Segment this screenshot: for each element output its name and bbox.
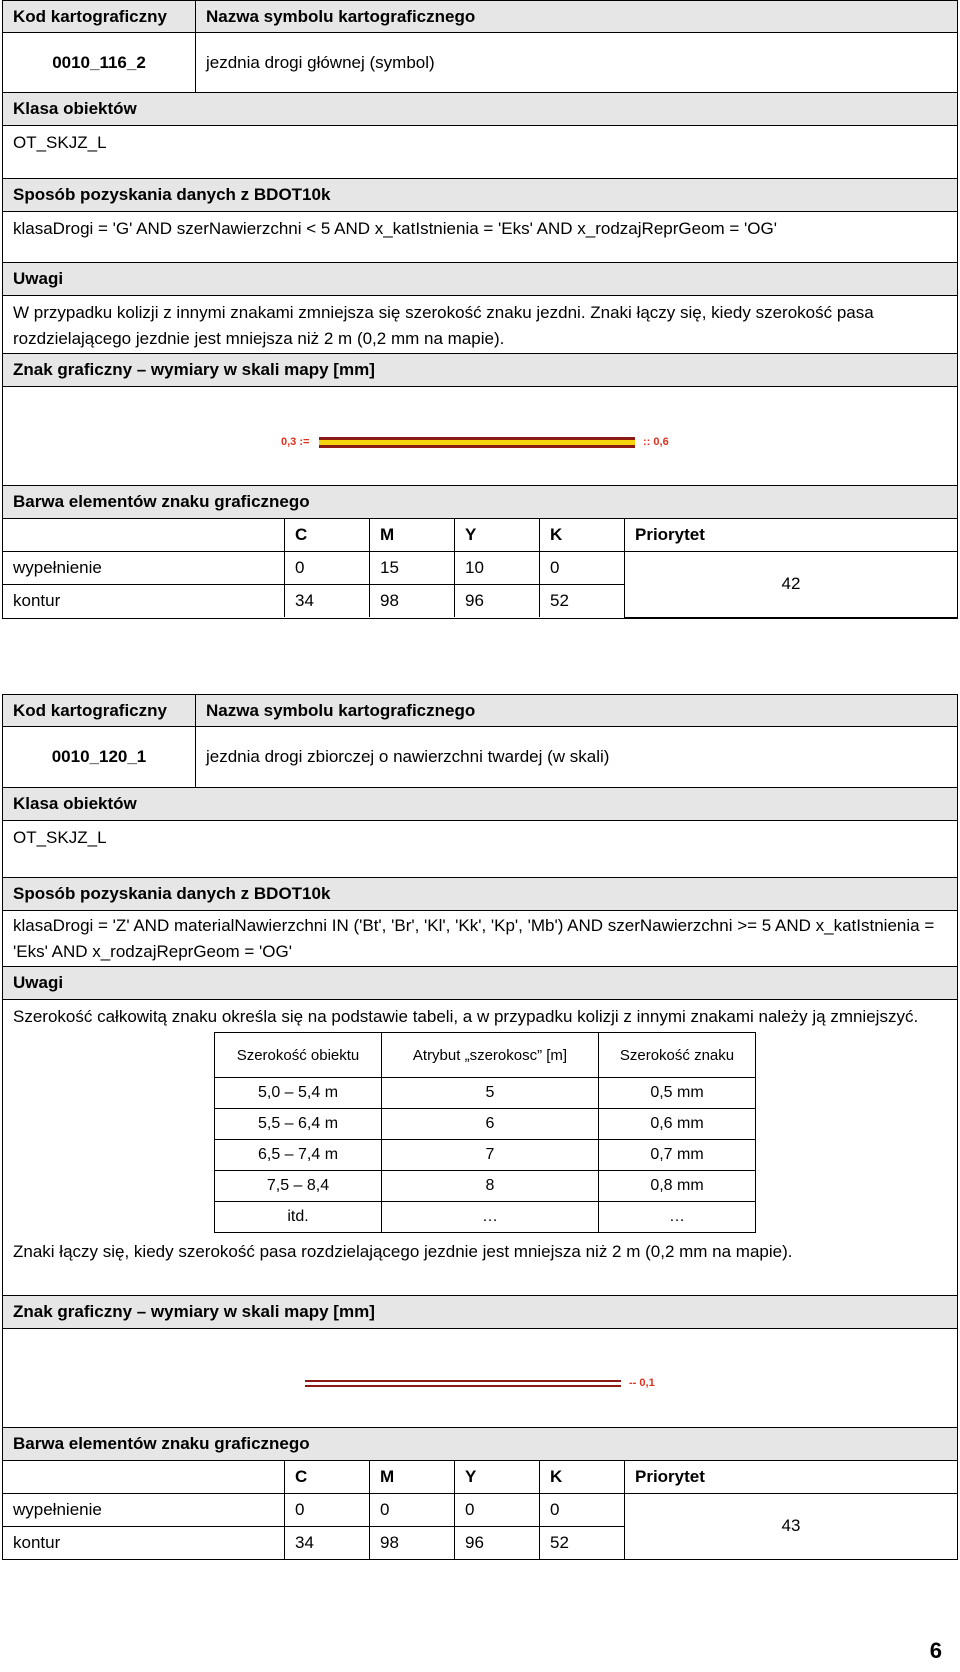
contour-m: 98 [370,1527,455,1560]
width-cell: 0,8 mm [599,1171,756,1202]
fill-k: 0 [540,552,625,585]
contour-k: 52 [540,1527,625,1560]
priorytet-header: Priorytet [625,1461,958,1494]
header-row [3,694,957,727]
m-header: M [370,1461,455,1494]
color-table [3,519,957,619]
width-cell: … [599,1202,756,1233]
color-table [3,1461,957,1560]
nazwa-label: Nazwa symbolu kartograficznego [206,6,476,26]
klasa-label: Klasa obiektów [3,788,957,821]
width-header-0: Szerokość obiektu [215,1033,382,1078]
kontur-label: kontur [3,1527,285,1560]
width-cell: 0,7 mm [599,1140,756,1171]
width-cell: 0,5 mm [599,1078,756,1109]
klasa-label: Klasa obiektów [3,93,957,126]
fill-k: 0 [540,1494,625,1527]
fill-y: 0 [455,1494,540,1527]
sposob-value: klasaDrogi = 'G' AND szerNawierzchni < 5 AND x_katIstnienia = 'Eks' AND x_rodzajReprGeom = 'OG' [3,212,957,263]
fill-m: 15 [370,552,455,585]
wypelnienie-label: wypełnienie [3,552,285,585]
width-header-1: Atrybut „szerokosc” [m] [382,1033,599,1078]
width-cell: 0,6 mm [599,1109,756,1140]
dimension-left: 0,3 := [281,436,310,448]
wypelnienie-label: wypełnienie [3,1494,285,1527]
klasa-value: OT_SKJZ_L [3,821,957,878]
priorytet-header: Priorytet [625,519,958,552]
fill-y: 10 [455,552,540,585]
table-row [215,1109,756,1140]
symbol-preview [3,387,957,486]
width-cell: 6,5 – 7,4 m [215,1140,382,1171]
y-header: Y [455,1461,540,1494]
contour-y: 96 [455,1527,540,1560]
width-cell: 5,5 – 6,4 m [215,1109,382,1140]
k-header: K [540,519,625,552]
width-table [214,1032,756,1233]
width-header-2: Szerokość znaku [599,1033,756,1078]
kod-label: Kod kartograficzny [3,1,196,32]
contour-k: 52 [540,585,625,618]
c-header: C [285,1461,370,1494]
fill-m: 0 [370,1494,455,1527]
width-cell: … [382,1202,599,1233]
table-row [215,1171,756,1202]
uwagi-label: Uwagi [3,263,957,296]
table-row [215,1140,756,1171]
width-cell: 7 [382,1140,599,1171]
header-row [3,0,957,33]
k-header: K [540,1461,625,1494]
sposob-label: Sposób pozyskania danych z BDOT10k [3,878,957,911]
road-symbol-red [305,1380,625,1390]
priorytet-value: 42 [625,552,958,618]
kod-value: 0010_120_1 [3,727,196,787]
contour-c: 34 [285,585,370,618]
uwagi-after: Znaki łączy się, kiedy szerokość pasa rozdzielającego jezdnie jest mniejsza niż 2 m (0,2 mm na mapie). [13,1242,793,1261]
fill-c: 0 [285,552,370,585]
nazwa-value: jezdnia drogi zbiorczej o nawierzchni twardej (w skali) [206,747,610,766]
width-cell: 8 [382,1171,599,1202]
symbol-card-1 [2,0,958,619]
contour-m: 98 [370,585,455,618]
symbol-preview [3,1329,957,1428]
table-row [215,1202,756,1233]
kod-label: Kod kartograficzny [3,695,196,726]
code-row [3,33,957,93]
znak-label: Znak graficzny – wymiary w skali mapy [mm] [3,1296,957,1329]
page-number: 6 [929,1638,942,1663]
nazwa-value: jezdnia drogi głównej (symbol) [206,52,435,72]
code-row [3,727,957,788]
barwa-label: Barwa elementów znaku graficznego [3,1428,957,1461]
uwagi-label: Uwagi [3,967,957,1000]
contour-c: 34 [285,1527,370,1560]
znak-label: Znak graficzny – wymiary w skali mapy [mm] [3,354,957,387]
fill-c: 0 [285,1494,370,1527]
priorytet-value: 43 [625,1494,958,1560]
c-header: C [285,519,370,552]
table-row [215,1078,756,1109]
width-cell: 6 [382,1109,599,1140]
symbol-card-2 [2,694,958,1560]
klasa-value: OT_SKJZ_L [3,126,957,179]
uwagi-content [3,1000,957,1296]
barwa-label: Barwa elementów znaku graficznego [3,486,957,519]
nazwa-label: Nazwa symbolu kartograficznego [206,700,476,720]
width-cell: itd. [215,1202,382,1233]
width-cell: 5,0 – 5,4 m [215,1078,382,1109]
width-cell: 5 [382,1078,599,1109]
dimension-right: -- 0,1 [629,1377,655,1389]
kod-value: 0010_116_2 [3,33,196,92]
road-symbol-yellow [319,436,639,450]
kontur-label: kontur [3,585,285,618]
y-header: Y [455,519,540,552]
uwagi-value: Szerokość całkowitą znaku określa się na podstawie tabeli, a w przypadku kolizji z innymi znakami należy ją zmniejszyć. [13,1007,919,1026]
width-cell: 7,5 – 8,4 [215,1171,382,1202]
uwagi-value: W przypadku kolizji z innymi znakami zmniejsza się szerokość znaku jezdni. Znaki łączy się, kiedy szerokość pasa rozdzielającego jezdnie jest mniejsza niż 2 m (0,2 mm na mapie). [3,296,957,354]
sposob-label: Sposób pozyskania danych z BDOT10k [3,179,957,212]
contour-y: 96 [455,585,540,618]
dimension-right: :: 0,6 [643,436,669,448]
sposob-value: klasaDrogi = 'Z' AND materialNawierzchni IN ('Bt', 'Br', 'Kl', 'Kk', 'Kp', 'Mb') AND szerNawierzchni >= 5 AND x_katIstnienia = 'Eks' AND x_rodzajReprGeom = 'OG' [3,911,957,967]
m-header: M [370,519,455,552]
